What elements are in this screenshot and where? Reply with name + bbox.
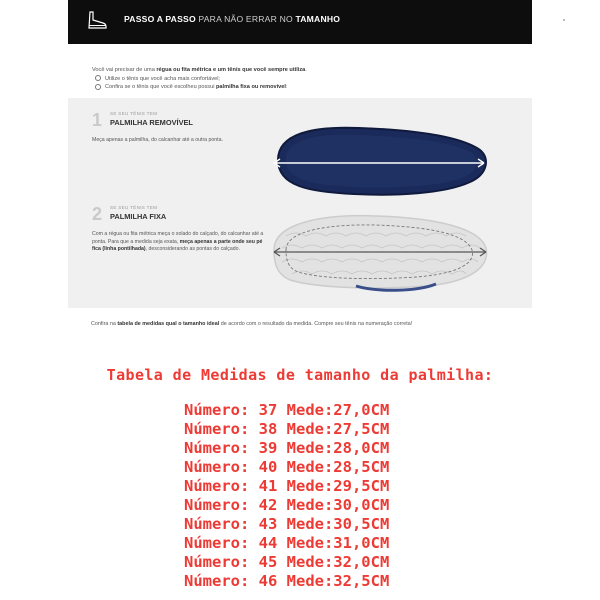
title-part-2: PARA NÃO ERRAR NO [195, 14, 296, 24]
radio-icon [95, 84, 101, 90]
note-b: tabela de medidas qual o tamanho ideal [117, 321, 220, 327]
intro-option-2 [92, 83, 532, 92]
intro-option-1-text: Utilize o tênis que você acha mais confortável; [105, 75, 221, 82]
title-part-1: PASSO A PASSO [124, 14, 196, 24]
size-row: Número: 41 Mede:29,5CM [184, 477, 390, 495]
size-row: Número: 39 Mede:28,0CM [184, 439, 390, 457]
step-description: Meça apenas a palmilha, do calcanhar até a outra ponta. [92, 137, 223, 143]
size-row: Número: 40 Mede:28,5CM [184, 458, 390, 476]
intro-line-1-c: . [305, 67, 307, 73]
radio-icon [95, 75, 101, 81]
note-c: de acordo com o resultado da medida. Compre seu tênis na numeração correta! [219, 321, 413, 327]
intro-option-2-a: Confira se o tênis que você escolheu possui [105, 84, 217, 91]
step-big-label: PALMILHA FIXA [110, 212, 167, 221]
size-row: Número: 43 Mede:30,5CM [184, 515, 390, 533]
step-number: 2 [92, 204, 103, 224]
header-dot [563, 19, 565, 21]
intro-text [92, 66, 532, 92]
step-description-c: , desconsiderando as pontas do calçado. [145, 246, 240, 253]
size-row: Número: 37 Mede:27,0CM [184, 401, 390, 419]
step-big-label: PALMILHA REMOVÍVEL [110, 118, 193, 127]
instructions-panel [68, 98, 532, 308]
step-small-label: SE SEU TÊNIS TEM [110, 205, 158, 210]
step-description-a: Com a régua ou fita métrica meça o solado do calçado, do calcanhar até a ponta. Para que a medida seja exata, [92, 231, 264, 245]
size-table-note [91, 321, 551, 327]
shoe-icon [86, 9, 108, 31]
size-table [184, 401, 484, 591]
intro-option-2-c: : [285, 84, 288, 91]
intro-option-1 [92, 75, 532, 84]
removable-insole-image [264, 116, 494, 204]
size-row: Número: 38 Mede:27,5CM [184, 420, 390, 438]
note-a: Confira na [91, 321, 118, 327]
size-table-title: Tabela de Medidas de tamanho da palmilha: [106, 366, 494, 384]
size-row: Número: 44 Mede:31,0CM [184, 534, 390, 552]
step-description [92, 231, 267, 254]
intro-line-1-b: régua ou fita métrica e um tênis que você sempre utiliza [156, 67, 306, 73]
title-part-3: TAMANHO [295, 14, 341, 24]
fixed-sole-image [266, 212, 494, 294]
size-row: Número: 42 Mede:30,0CM [184, 496, 390, 514]
size-row: Número: 46 Mede:32,5CM [184, 572, 390, 590]
step-small-label: SE SEU TÊNIS TEM [110, 111, 158, 116]
step-number: 1 [92, 110, 103, 130]
intro-line-1-a: Você vai precisar de uma [92, 67, 157, 73]
header-bar [68, 0, 532, 44]
size-row: Número: 45 Mede:32,0CM [184, 553, 390, 571]
intro-option-2-b: palmilha fixa ou removível [216, 84, 286, 91]
page-title [124, 14, 340, 24]
intro-line-1 [92, 66, 532, 75]
step-description-b: meça apenas a parte onde seu pé fica (linha pontilhada) [92, 238, 263, 253]
